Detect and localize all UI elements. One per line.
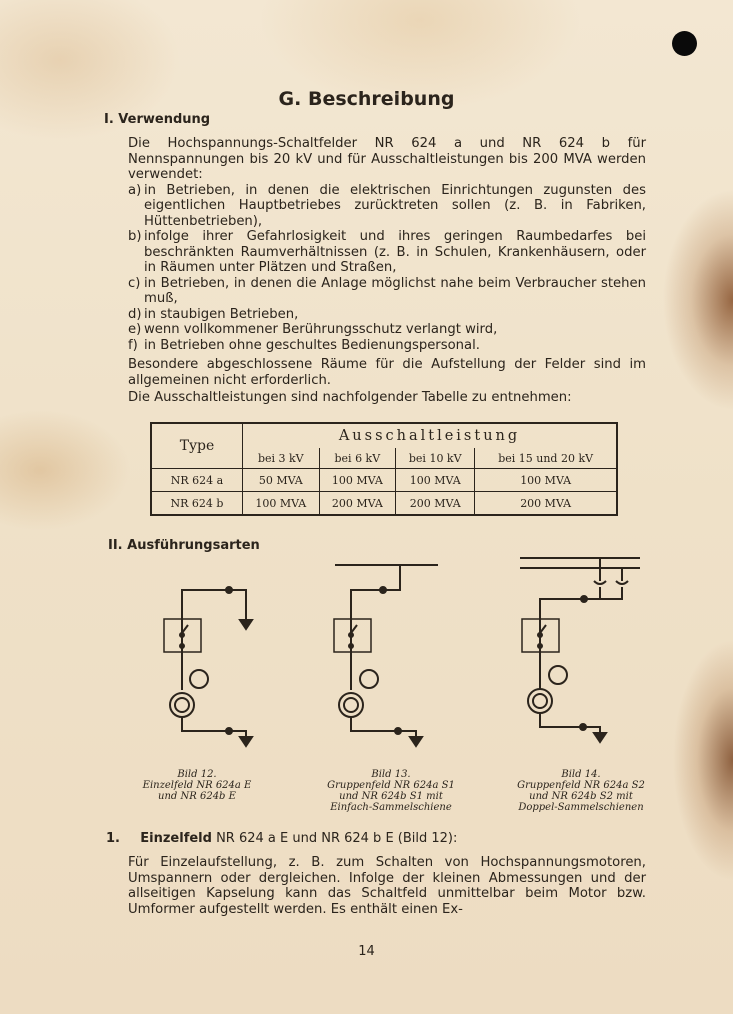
- diagram-gruppenfeld-doppel: [520, 558, 640, 742]
- caption-line: Bild 13.: [371, 769, 411, 780]
- list-item: [128, 307, 646, 323]
- list-item: [128, 322, 646, 338]
- einzelfeld-body: Für Einzelaufstellung, z. B. zum Schalten von Hochspannungsmotoren, Umspannern oder dergleichen. Infolge der kleinen Abmessungen und der allseitigen Kapselung kann das Schaltfeld unmittelbar beim Motor bzw. Umformer aufgestellt werden. Es enthält einen Ex-: [128, 855, 646, 917]
- table-cell: 50 MVA: [243, 469, 320, 492]
- figure-caption-bild-14: [496, 769, 666, 813]
- list-marker: c): [128, 275, 141, 291]
- diagram-gruppenfeld-einfach: [334, 565, 438, 746]
- verwendung-list: [128, 183, 646, 354]
- table-cell: 200 MVA: [396, 492, 475, 516]
- table-header-group: Ausschaltleistung: [243, 423, 618, 448]
- table-cell-type: NR 624 b: [151, 492, 243, 516]
- table-cell: 200 MVA: [319, 492, 396, 516]
- subsection-title: Einzelfeld: [140, 831, 212, 846]
- caption-line: Bild 12.: [177, 769, 217, 780]
- verwendung-intro: Die Hochspannungs-Schaltfelder NR 624 a und NR 624 b für Nennspannungen bis 20 kV und für Ausschaltleistungen bis 200 MVA werden verwendet:: [128, 136, 646, 182]
- verwendung-paragraph-2: Besondere abgeschlossene Räume für die Aufstellung der Felder sind im allgemeinen nicht erforderlich.: [128, 357, 646, 388]
- list-marker: e): [128, 322, 142, 337]
- list-marker: d): [128, 306, 142, 322]
- caption-line: Doppel-Sammelschienen: [518, 802, 644, 813]
- table-column-header: bei 10 kV: [396, 448, 475, 469]
- table-header-type: Type: [151, 423, 243, 469]
- list-item-text: infolge ihrer Gefahrlosigkeit und ihres geringen Raumbedarfes bei beschränkten Raumverhältnissen (z. B. in Schulen, Krankenhäusern, oder in Räumen unter Plätzen und Straßen,: [144, 229, 646, 275]
- caption-line: Bild 14.: [561, 769, 601, 780]
- list-item: [128, 229, 646, 276]
- caption-line: und NR 624b S2 mit: [529, 791, 633, 802]
- table-row: [151, 469, 617, 492]
- list-marker: b): [128, 229, 142, 244]
- caption-line: Einfach-Sammelschiene: [330, 802, 452, 813]
- table-cell: 200 MVA: [475, 492, 617, 516]
- diagram-einzelfeld: [164, 587, 252, 746]
- verwendung-paragraph-3: Die Ausschaltleistungen sind nachfolgender Tabelle zu entnehmen:: [128, 390, 572, 405]
- table-cell: 100 MVA: [475, 469, 617, 492]
- ausschaltleistung-table: [150, 422, 618, 516]
- list-item-text: in Betrieben, in denen die Anlage möglichst nahe beim Verbraucher stehen muß,: [144, 275, 646, 306]
- list-item: [128, 276, 646, 307]
- subsection-title-rest: NR 624 a E und NR 624 b E (Bild 12):: [216, 831, 458, 846]
- list-item-text: in Betrieben, in denen die elektrischen Einrichtungen zugunsten des eigentlichen Hauptbetriebes zurücktreten sollen (z. B. in Fabriken, Hüttenbetrieben),: [144, 182, 646, 229]
- table-column-header: bei 15 und 20 kV: [475, 448, 617, 469]
- subsection-heading-einzelfeld: [106, 831, 457, 846]
- list-item-text: in staubigen Betrieben,: [144, 306, 299, 322]
- caption-line: Gruppenfeld NR 624a S1: [327, 780, 455, 791]
- subsection-number: 1.: [106, 831, 120, 846]
- section-heading-verwendung: I. Verwendung: [104, 112, 211, 127]
- caption-line: und NR 624b S1 mit: [339, 791, 443, 802]
- list-item-text: in Betrieben ohne geschultes Bedienungspersonal.: [144, 337, 480, 353]
- circuit-diagrams: [0, 555, 733, 815]
- list-marker: f): [128, 337, 138, 353]
- caption-line: Gruppenfeld NR 624a S2: [517, 780, 645, 791]
- figure-caption-bild-13: [306, 769, 476, 813]
- caption-line: Einzelfeld NR 624a E: [142, 780, 252, 791]
- table-cell: 100 MVA: [396, 469, 475, 492]
- section-heading-ausfuehrungsarten: II. Ausführungsarten: [108, 538, 260, 553]
- list-marker: a): [128, 182, 142, 198]
- punch-hole: [672, 31, 697, 56]
- page-number: 14: [358, 944, 375, 959]
- table-cell-type: NR 624 a: [151, 469, 243, 492]
- table-row: [151, 492, 617, 516]
- table-column-header: bei 6 kV: [319, 448, 396, 469]
- list-item: [128, 183, 646, 230]
- list-item-text: wenn vollkommener Berührungsschutz verlangt wird,: [144, 322, 498, 337]
- page-title: G. Beschreibung: [278, 88, 455, 110]
- caption-line: und NR 624b E: [158, 791, 236, 802]
- list-item: [128, 338, 646, 354]
- table-cell: 100 MVA: [243, 492, 320, 516]
- table-column-header: bei 3 kV: [243, 448, 320, 469]
- figure-caption-bild-12: [112, 769, 282, 802]
- verwendung-body: [128, 136, 646, 406]
- table-cell: 100 MVA: [319, 469, 396, 492]
